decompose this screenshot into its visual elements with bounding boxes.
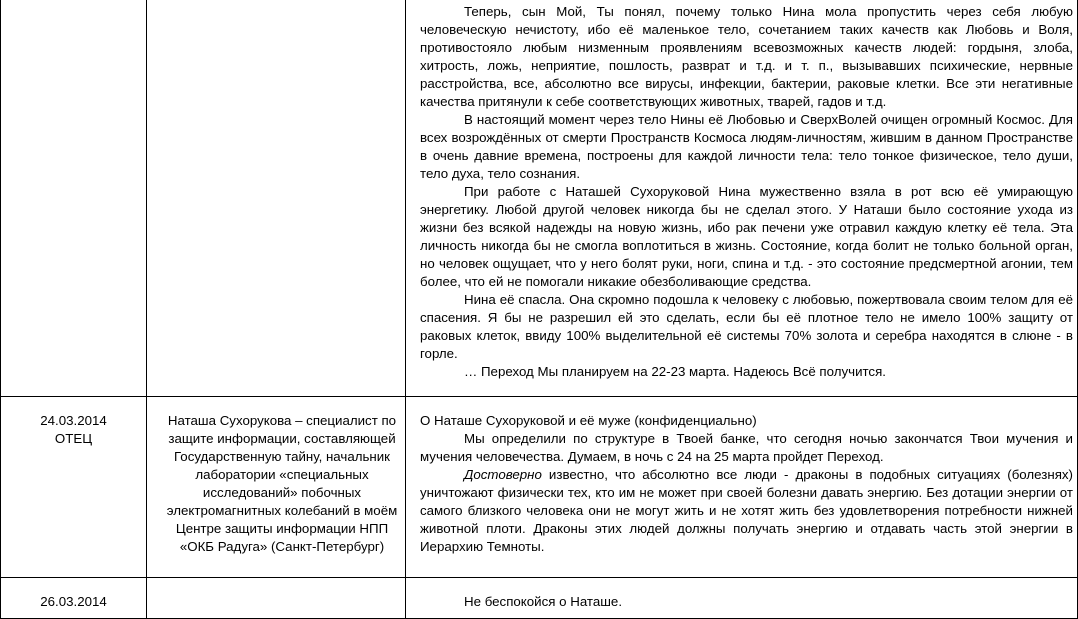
message-cell	[406, 397, 1078, 578]
table-row	[1, 397, 1078, 578]
entry-date: 24.03.2014	[40, 413, 107, 428]
entry-date: 26.03.2014	[40, 594, 107, 609]
author-description: Наташа Сухорукова – специалист по защите информации, составляющей Государственную тайну, начальник лаборатории «специальных исследований» побочных электромагнитных колебаний в моём Центре защиты информации НПП «ОКБ Радуга» (Санкт-Петербург)	[166, 413, 398, 554]
paragraph-rest: известно, что абсолютно все люди - драконы в подобных ситуациях (болезнях) уничтожают физически тех, кто им не может при своей болезни давать энергию. Без дотации энергии от самого близкого человека они не могут жить и не хотят жить без удовлетворения потребности нижней животной плоти. Драконы этих людей должны получать энергию и отдавать часть этой энергии в Иерархию Темноты.	[420, 467, 1073, 554]
date-cell	[1, 397, 147, 578]
date-cell	[1, 578, 147, 619]
message-cell	[406, 0, 1078, 397]
table-row	[1, 578, 1078, 619]
message-paragraph: Нина её спасла. Она скромно подошла к человеку с любовью, пожертвовала своим телом для её спасения. Я бы не разрешил ей это сделать, если бы её плотное тело не имело 100% защиту от раковых клеток, ввиду 100% выделительной её системы 70% золота и серебра находятся в слюне - в горле.	[420, 292, 1073, 361]
message-paragraph: Мы определили по структуре в Твоей банке, что сегодня ночью закончатся Твои мучения и мучения человечества. Думаем, в ночь с 24 на 25 марта пройдет Переход.	[420, 431, 1073, 464]
date-cell	[1, 0, 147, 397]
entry-role: ОТЕЦ	[54, 431, 93, 446]
message-paragraph: Теперь, сын Мой, Ты понял, почему только Нина мола пропустить через себя любую человеческую нечистоту, ибо её маленькое тело, сочетанием таких качеств как Любовь и Воля, противостояло любым низменным проявлениям всевозможных качеств людей: гордыня, злоба, хитрость, ложь, неприятие, пошлость, разврат и т.д. и т. п., вызывавших психические, нервные расстройства, все, абсолютно все вирусы, инфекции, бактерии, раковые клетки. Все эти негативные качества притянули к себе соответствующих животных, тварей, гадов и т.д.	[420, 4, 1073, 109]
message-paragraph: В настоящий момент через тело Нины её Любовью и СверхВолей очищен огромный Космос. Для всех возрождённых от смерти Пространств Космоса людям-личностям, жившим в данном Пространстве в очень давние времена, построены для каждой личности тела: тело тонкое физическое, тело души, тело духа, тело сознания.	[420, 112, 1073, 181]
author-cell	[147, 0, 406, 397]
author-cell	[147, 578, 406, 619]
message-heading: О Наташе Сухоруковой и её муже (конфиденциально)	[420, 413, 757, 428]
emphasis-word: Достоверно	[464, 467, 542, 482]
message-cell	[406, 578, 1078, 619]
author-cell	[147, 397, 406, 578]
table-row	[1, 0, 1078, 397]
message-paragraph: Не беспокойся о Наташе.	[464, 594, 623, 609]
message-paragraph: При работе с Наташей Сухоруковой Нина мужественно взяла в рот всю её умирающую энергетику. Любой другой человек никогда бы не сделал этого. У Наташи было состояние ухода из жизни без всякой надежды на новую жизнь, ибо рак печени уже отравил каждую клетку её тела. Эта личность никогда бы не смогла воплотиться в жизнь. Состояние, когда болит не только больной орган, но человек ощущает, что у него болят руки, ноги, спина и т.д. - это состояние предсмертной агонии, тем более, что ей не помогали никакие обезболивающие средства.	[420, 184, 1073, 289]
message-paragraph	[420, 466, 1073, 556]
message-paragraph: … Переход Мы планируем на 22-23 марта. Надеюсь Всё получится.	[464, 364, 886, 379]
